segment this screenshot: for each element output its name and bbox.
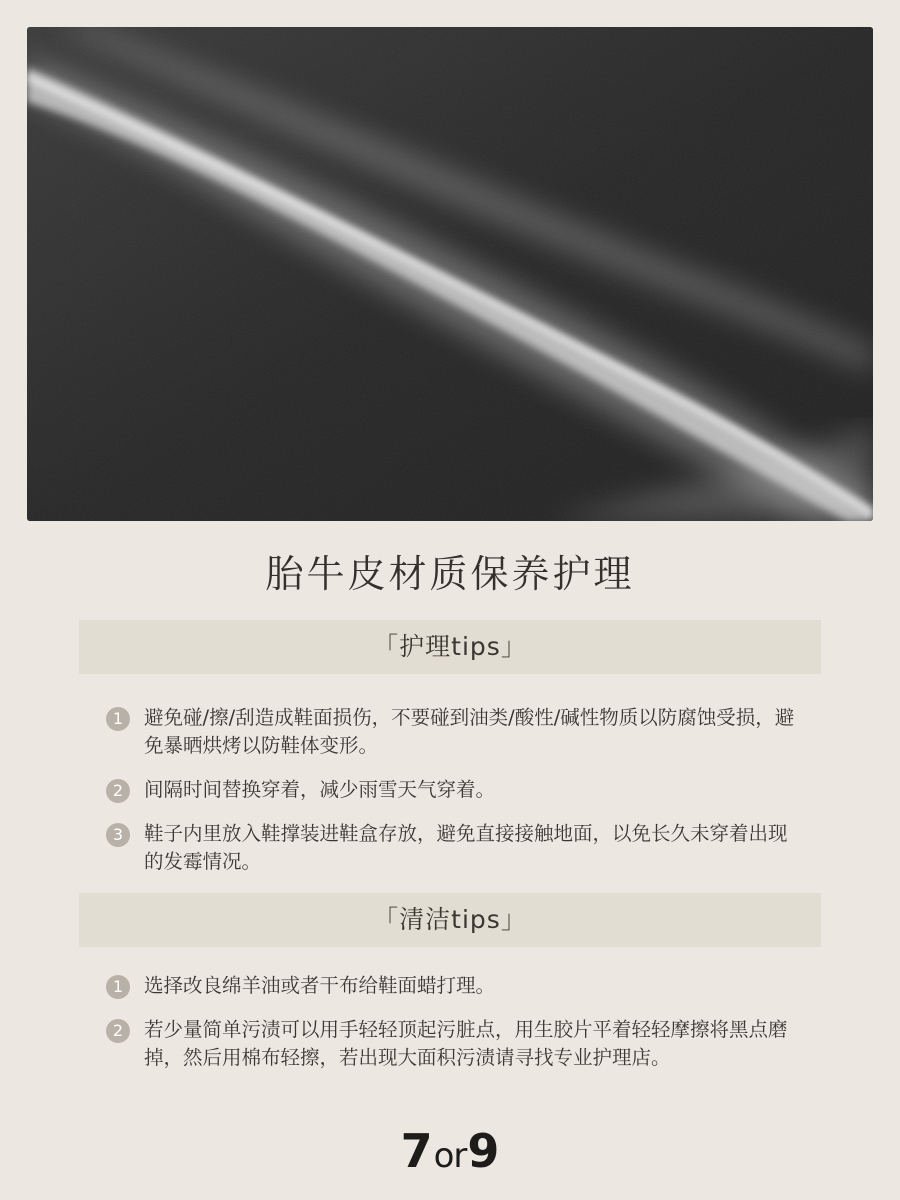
list-item-text: 避免碰/擦/刮造成鞋面损伤，不要碰到油类/酸性/碱性物质以防腐蚀受损，避免暴晒烘烤以防鞋体变形。 <box>144 706 795 757</box>
number-badge-icon: 2 <box>106 779 130 803</box>
care-tips-list <box>106 704 806 892</box>
list-item <box>106 704 806 760</box>
list-item <box>106 972 806 1000</box>
care-tips-heading: 「护理tips」 <box>79 620 821 674</box>
list-item <box>106 1016 806 1072</box>
brand-logo-part: or <box>433 1136 467 1176</box>
clean-tips-list <box>106 972 806 1088</box>
clean-tips-heading: 「清洁tips」 <box>79 893 821 947</box>
list-item-text: 鞋子内里放入鞋撑装进鞋盒存放，避免直接接触地面，以免长久未穿着出现的发霉情况。 <box>144 822 788 873</box>
number-badge-icon: 1 <box>106 707 130 731</box>
number-badge-icon: 1 <box>106 975 130 999</box>
number-badge-icon: 2 <box>106 1019 130 1043</box>
page-title: 胎牛皮材质保养护理 <box>265 552 635 596</box>
brand-logo <box>0 1124 900 1178</box>
list-item-text: 若少量简单污渍可以用手轻轻顶起污脏点，用生胶片平着轻轻摩擦将黑点磨掉，然后用棉布轻擦，若出现大面积污渍请寻找专业护理店。 <box>144 1018 788 1069</box>
number-badge-icon: 3 <box>106 823 130 847</box>
list-item <box>106 776 806 804</box>
list-item-text: 选择改良绵羊油或者干布给鞋面蜡打理。 <box>144 974 496 997</box>
brand-logo-part: 9 <box>467 1124 500 1178</box>
leather-texture-graphic <box>27 27 873 521</box>
leather-texture-image <box>27 27 873 521</box>
brand-logo-part: 7 <box>400 1124 433 1178</box>
list-item <box>106 820 806 876</box>
list-item-text: 间隔时间替换穿着，减少雨雪天气穿着。 <box>144 778 496 801</box>
